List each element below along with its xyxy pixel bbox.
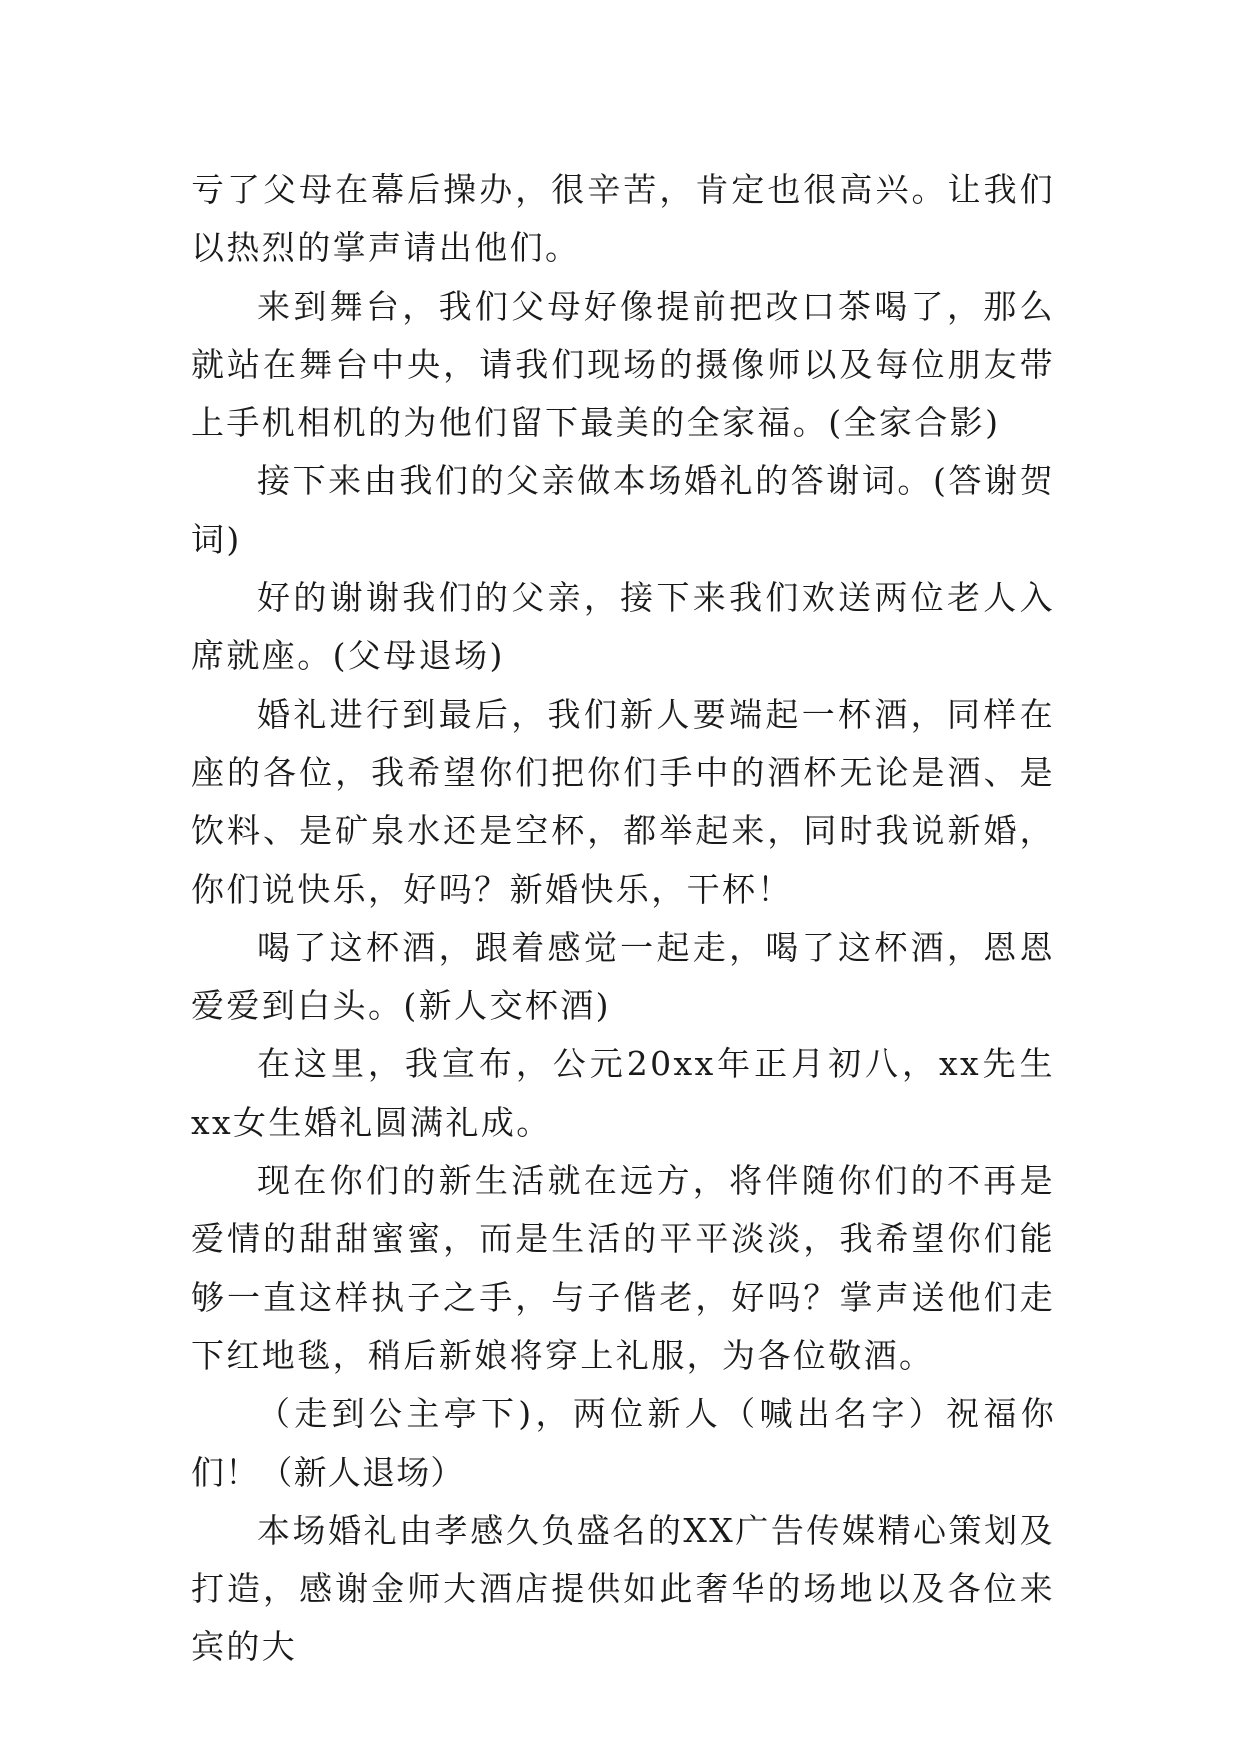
paragraph-2: 来到舞台，我们父母好像提前把改口茶喝了，那么就站在舞台中央，请我们现场的摄像师以及每位朋友带上手机相机的为他们留下最美的全家福。(全家合影) [191, 286, 1055, 443]
paragraph-7: 在这里，我宣布，公元20xx年正月初八，xx先生xx女生婚礼圆满礼成。 [191, 1044, 1055, 1142]
paragraph-3: 接下来由我们的父亲做本场婚礼的答谢词。(答谢贺词) [191, 461, 1055, 559]
paragraph-10: 本场婚礼由孝感久负盛名的XX广告传媒精心策划及打造，感谢金师大酒店提供如此奢华的场地以及各位来宾的大 [191, 1510, 1055, 1667]
paragraph-9: （走到公主亭下)，两位新人（喊出名字）祝福你们！（新人退场） [191, 1394, 1055, 1492]
paragraph-6: 喝了这杯酒，跟着感觉一起走，喝了这杯酒，恩恩爱爱到白头。(新人交杯酒) [191, 927, 1055, 1026]
paragraph-1: 亏了父母在幕后操办，很辛苦，肯定也很高兴。让我们以热烈的掌声请出他们。 [191, 170, 1055, 268]
paragraph-8: 现在你们的新生活就在远方，将伴随你们的不再是爱情的甜甜蜜蜜，而是生活的平平淡淡，我希望你们能够一直这样执子之手，与子偕老，好吗？掌声送他们走下红地毯，稍后新娘将穿上礼服，为各位敬酒。 [191, 1161, 1055, 1375]
paragraph-5: 婚礼进行到最后，我们新人要端起一杯酒，同样在座的各位，我希望你们把你们手中的酒杯无论是酒、是饮料、是矿泉水还是空杯，都举起来，同时我说新婚，你们说快乐，好吗？新婚快乐，干杯！ [191, 694, 1055, 909]
document-body [191, 161, 1055, 1677]
paragraph-4: 好的谢谢我们的父亲，接下来我们欢送两位老人入席就座。(父母退场) [191, 578, 1055, 676]
